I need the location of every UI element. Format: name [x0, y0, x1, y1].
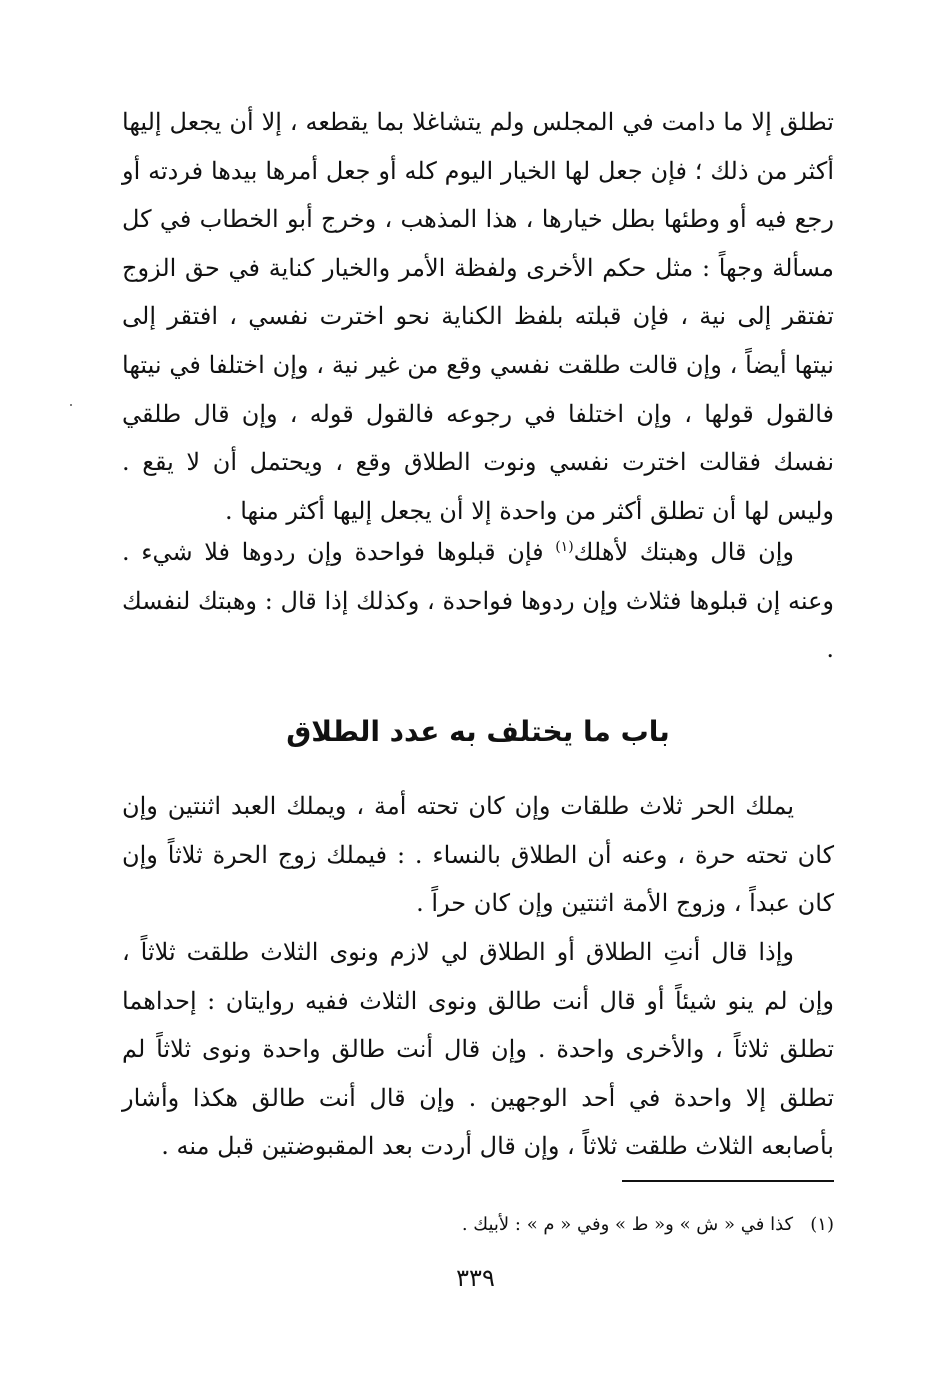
footnote-text: كذا في « ش » و« ط » وفي « م » : لأبيك .	[461, 1214, 794, 1235]
footnote-reference[interactable]: (١)	[555, 539, 574, 555]
paragraph-text-end: فإن قبلوها فواحدة وإن ردوها فلا شيء . وعنه إن قبلوها فثلاث وإن ردوها فواحدة ، وكذلك إذا قال : وهبتك لنفسك .	[122, 538, 834, 664]
footnote	[122, 1208, 834, 1242]
body-paragraph-with-footnote-ref	[122, 528, 834, 674]
scan-speck	[70, 404, 72, 406]
paragraph-text-start: وإن قال وهبتك لأهلك	[573, 538, 795, 566]
footnote-marker: (١)	[810, 1214, 834, 1235]
footnote-separator	[622, 1180, 834, 1182]
page-number: ٣٣٩	[456, 1264, 495, 1292]
chapter-heading: باب ما يختلف به عدد الطلاق	[286, 715, 670, 748]
section-paragraph: يملك الحر ثلاث طلقات وإن كان تحته أمة ، ويملك العبد اثنتين وإن كان تحته حرة ، وعنه أن الطلاق بالنساء . : فيملك زوج الحرة ثلاثاً وإن كان عبداً ، وزوج الأمة اثنتين وإن كان حراً .	[122, 792, 834, 918]
section-paragraph: وإذا قال أنتِ الطلاق أو الطلاق لي لازم ونوى الثلاث طلقت ثلاثاً ، وإن لم ينو شيئاً أو قال أنت طالق ونوى الثلاث ففيه روايتان : إحداهما تطلق ثلاثاً ، والأخرى واحدة . وإن قال أنت طالق واحدة ونوى ثلاثاً لم تطلق إلا واحدة في أحد الوجهين . وإن قال أنت طالق هكذا وأشار بأصابعه الثلاث طلقت ثلاثاً ، وإن قال أردت بعد المقبوضتين قبل منه .	[122, 938, 834, 1161]
body-paragraph: تطلق إلا ما دامت في المجلس ولم يتشاغلا بما يقطعه ، إلا أن يجعل إليها أكثر من ذلك ؛ فإن جعل لها الخيار اليوم كله أو جعل أمرها بيدها فردته أو رجع فيه أو وطئها بطل خيارها ، هذا المذهب ، وخرج أبو الخطاب في كل مسألة وجهاً : مثل حكم الأخرى ولفظة الأمر والخيار كناية في حق الزوج تفتقر إلى نية ، فإن قبلته بلفظ الكناية نحو اخترت نفسي ، افتقر إلى نيتها أيضاً ، وإن قالت طلقت نفسي وقع من غير نية ، وإن اختلفا في نيتها فالقول قولها ، وإن اختلفا في رجوعه فالقول قوله ، وإن قال طلقي نفسك فقالت اخترت نفسي ونوت الطلاق وقع ، ويحتمل أن لا يقع . وليس لها أن تطلق أكثر من واحدة إلا أن يجعل إليها أكثر منها .	[122, 108, 834, 525]
